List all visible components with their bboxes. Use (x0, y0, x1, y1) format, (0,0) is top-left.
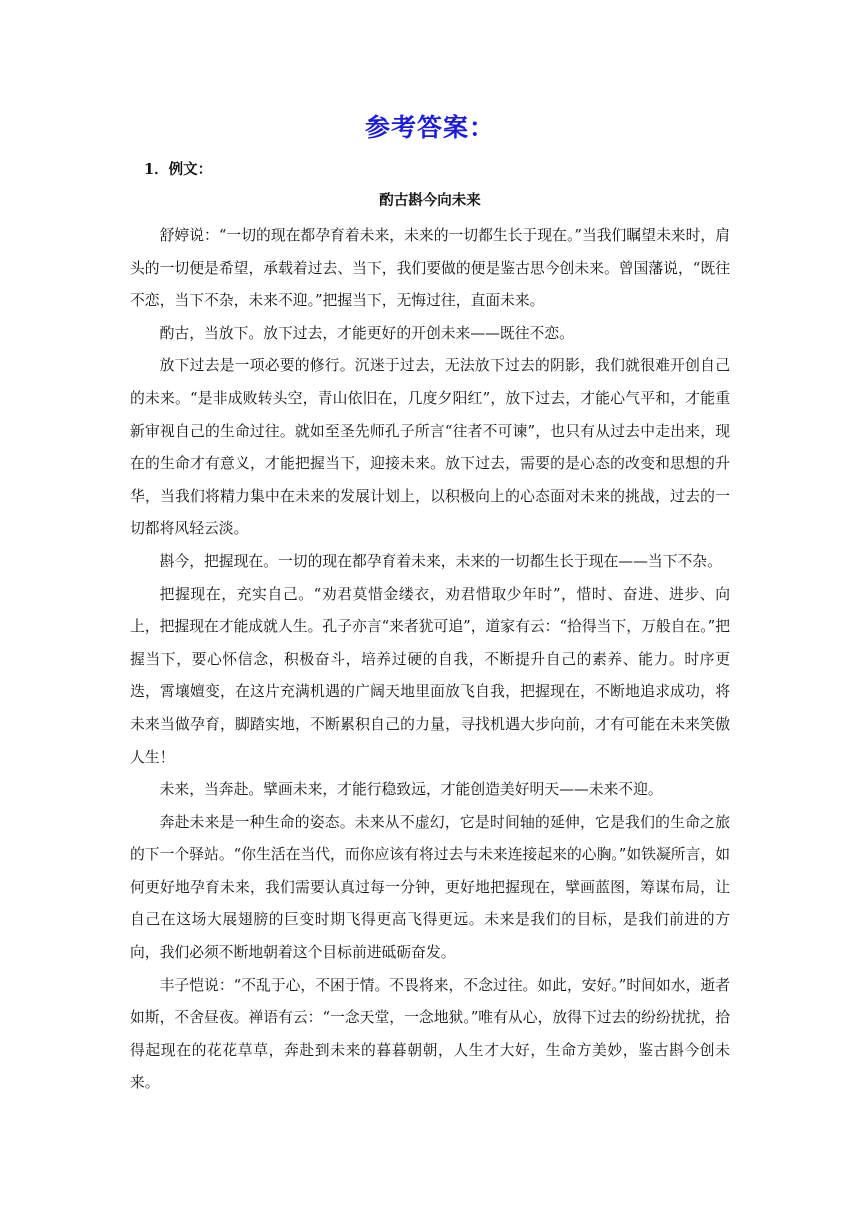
essay-paragraph: 丰子恺说：“不乱于心，不困于情。不畏将来，不念过往。如此，安好。”时间如水，逝者如斯，不舍昼夜。禅语有云：“一念天堂，一念地狱。”唯有从心，放得下过去的纷纷扰扰，拾得起现在的花花草草，奔赴到未来的暮暮朝朝，人生才大好，生命方美妙，鉴古斟今创未来。 (130, 976, 730, 1092)
essay-paragraph: 未来，当奔赴。擘画未来，才能行稳致远，才能创造美好明天——未来不迎。 (159, 781, 663, 799)
essay-paragraph: 奔赴未来是一种生命的姿态。未来从不虚幻，它是时间轴的延伸，它是我们的生命之旅的下一个驿站。“你生活在当代，而你应该有将过去与未来连接起来的心胸。”如铁凝所言，如何更好地孕育未来，我们需要认真过每一分钟，更好地把握现在，擘画蓝图，筹谋布局，让自己在这场大展翅膀的巨变时期飞得更高飞得更远。未来是我们的目标，是我们前进的方向，我们必须不断地朝着这个目标前进砥砺奋发。 (130, 813, 730, 962)
essay-paragraph: 放下过去是一项必要的修行。沉迷于过去，无法放下过去的阴影，我们就很难开创自己的未来。“是非成败转头空，青山依旧在，几度夕阳红”，放下过去，才能心气平和，才能重新审视自己的生命过往。就如至圣先师孔子所言“往者不可谏”，也只有从过去中走出来，现在的生命才有意义，才能把握当下，迎接未来。放下过去，需要的是心态的改变和思想的升华，当我们将精力集中在未来的发展计划上，以积极向上的心态面对未来的挑战，过去的一切都将风轻云淡。 (130, 357, 730, 538)
question-label: 1．例文： (144, 161, 213, 178)
essay-title: 酌古斟今向未来 (379, 192, 481, 209)
essay-paragraph: 舒婷说：“一切的现在都孕育着未来，未来的一切都生长于现在。”当我们瞩望未来时，肩头的一切便是希望，承载着过去、当下，我们要做的便是鉴古思今创未来。曾国藩说，“既往不恋，当下不杂，未来不迎。”把握当下，无悔过往，直面未来。 (130, 227, 730, 310)
essay-body (130, 220, 730, 1100)
answer-heading: 参考答案： (364, 113, 495, 142)
essay-paragraph: 酌古，当放下。放下过去，才能更好的开创未来——既往不恋。 (159, 324, 574, 342)
essay-paragraph: 斟今，把握现在。一切的现在都孕育着未来，未来的一切都生长于现在——当下不杂。 (159, 552, 722, 570)
essay-paragraph: 把握现在，充实自己。“劝君莫惜金缕衣，劝君惜取少年时”，惜时、奋进、进步、向上，把握现在才能成就人生。孔子亦言“来者犹可追”，道家有云：“拾得当下，万般自在。”把握当下，要心怀信念，积极奋斗，培养过硬的自我，不断提升自己的素养、能力。时序更迭，霄壤嬗变，在这片充满机遇的广阔天地里面放飞自我，把握现在，不断地追求成功，将未来当做孕育，脚踏实地，不断累积自己的力量，寻找机遇大步向前，才有可能在未来笑傲人生！ (130, 585, 730, 766)
